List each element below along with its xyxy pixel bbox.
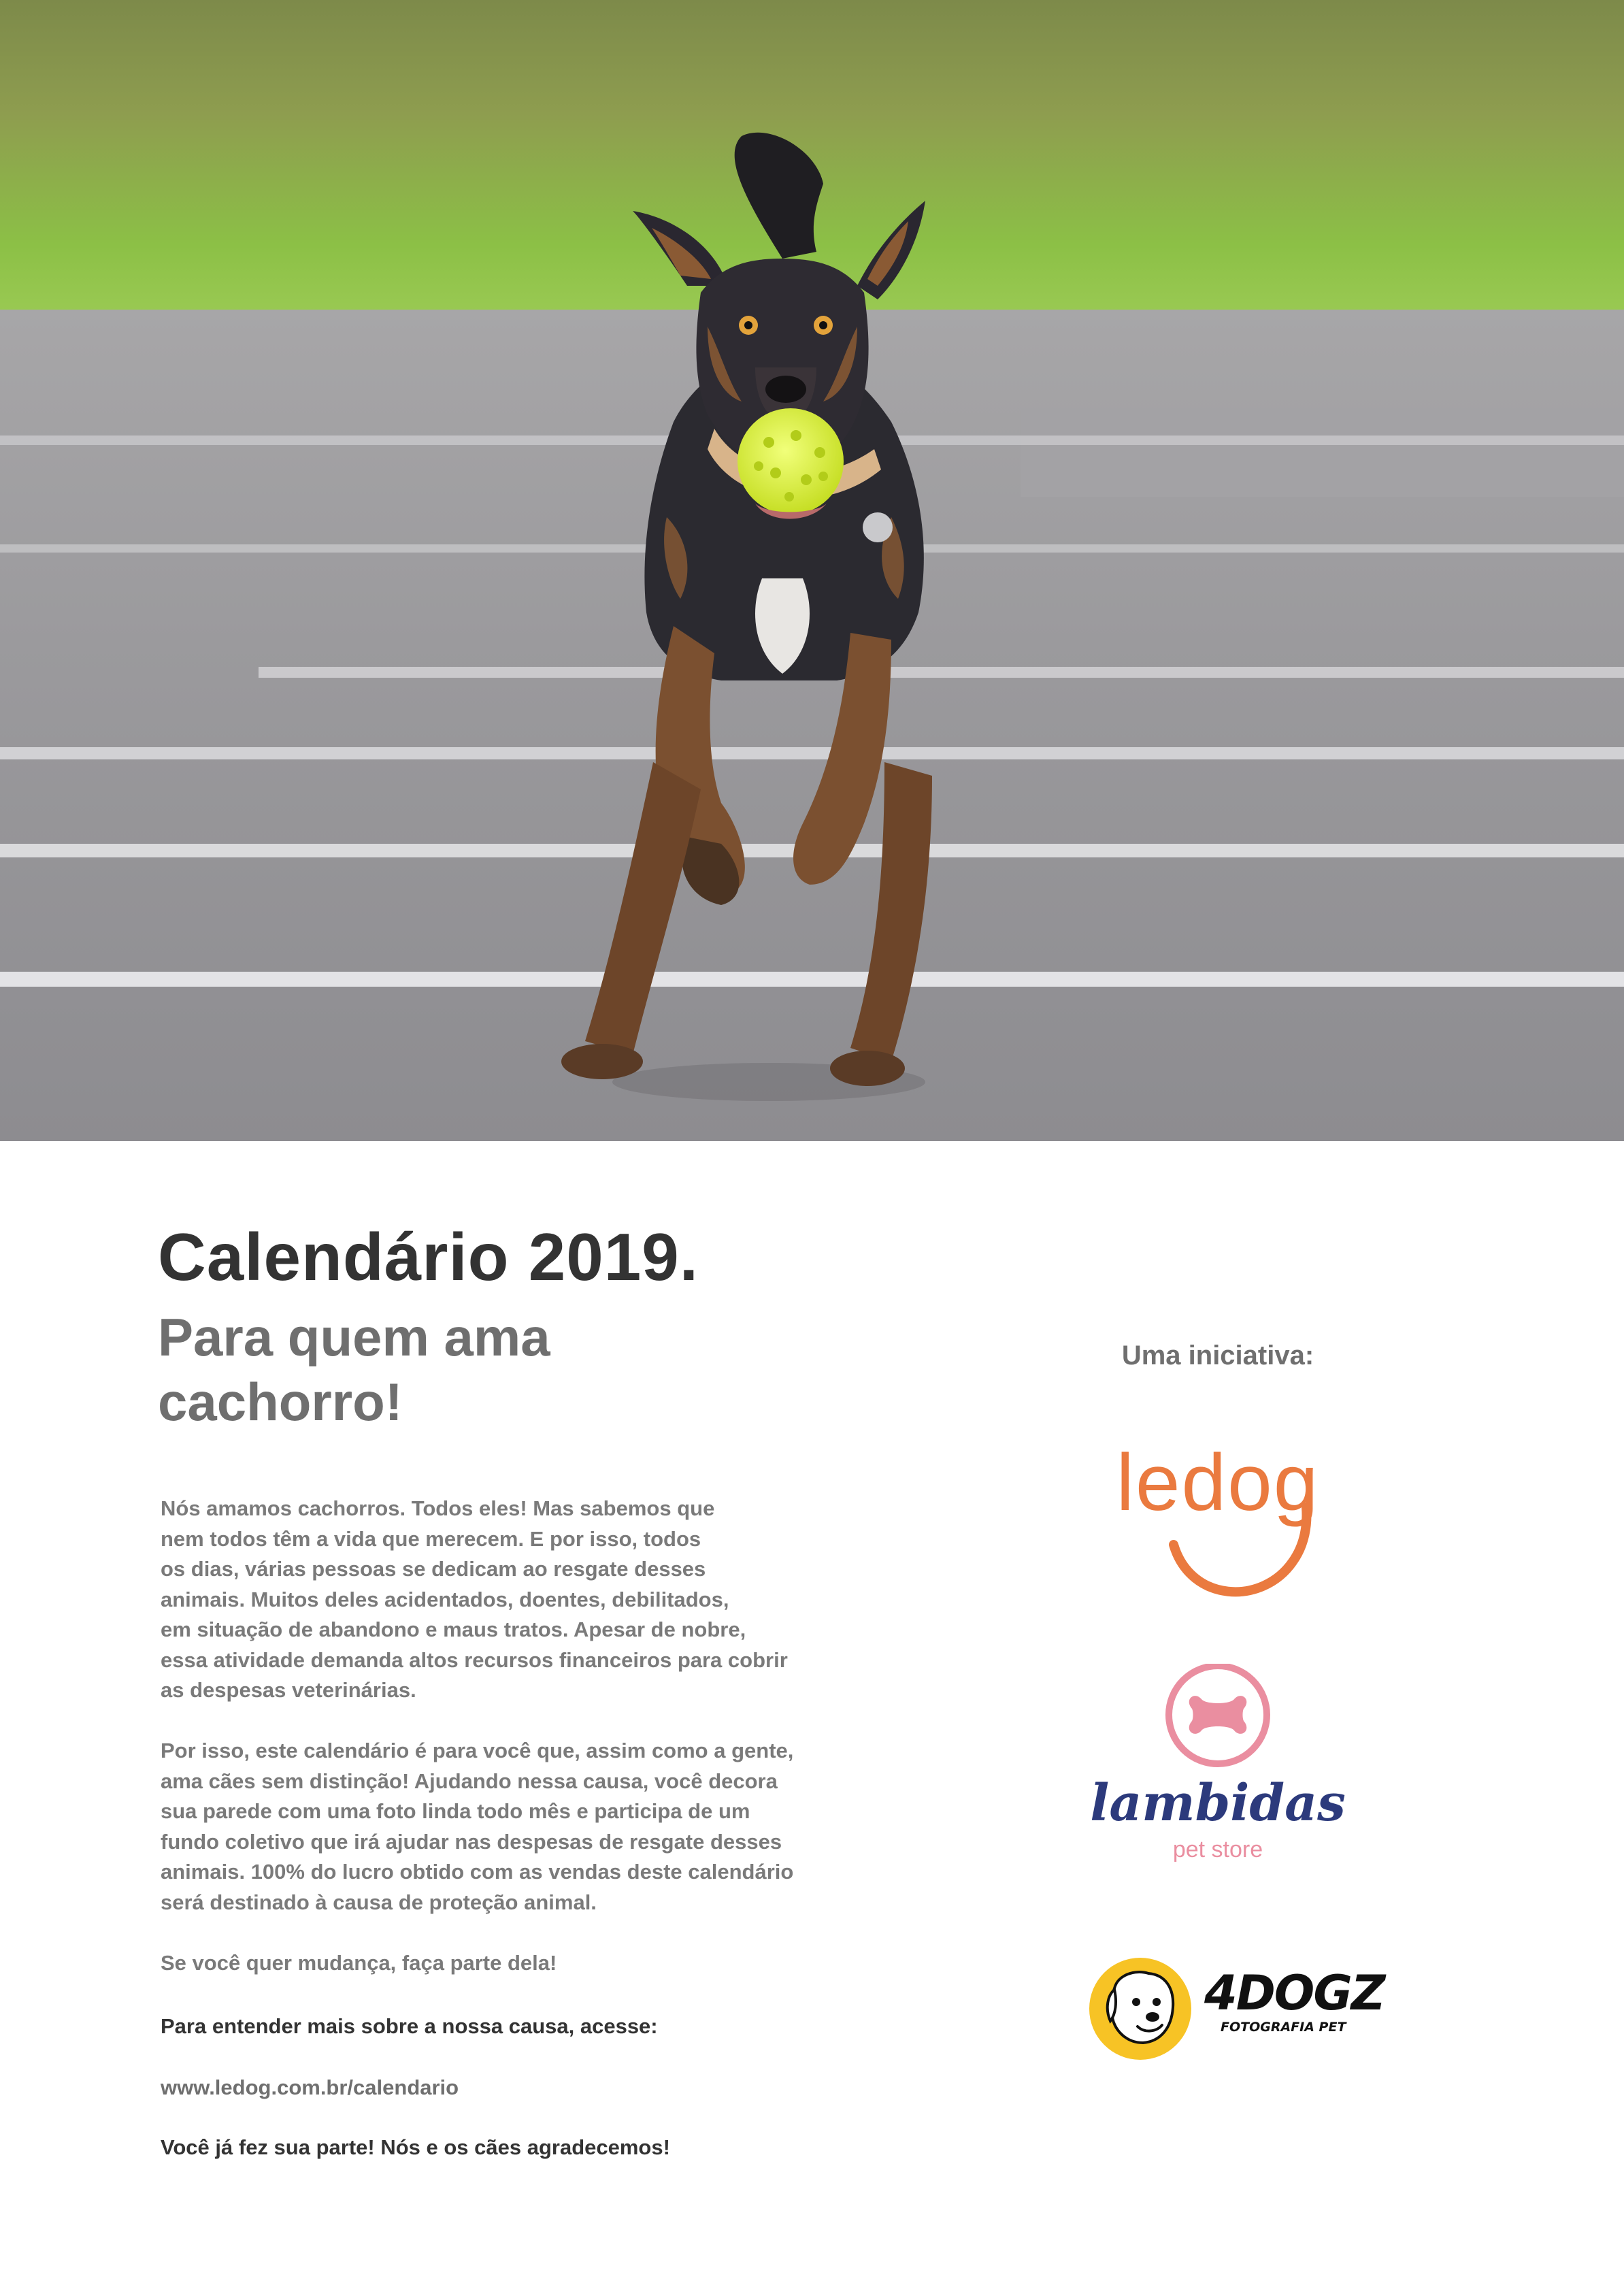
fourdogz-wordmark: 4DOGZ bbox=[1204, 1965, 1385, 2021]
dog-photo-illustration bbox=[0, 0, 1624, 1141]
paragraph-1-line: em situação de abandono e maus tratos. Apesar de nobre, bbox=[161, 1617, 746, 1641]
smile-icon bbox=[1089, 1438, 1347, 1620]
bone-icon bbox=[1082, 1664, 1354, 1779]
fourdogz-logo bbox=[1087, 1954, 1385, 2063]
ledog-wordmark: ledog bbox=[1116, 1438, 1320, 1528]
paragraph-3: Se você quer mudança, faça parte dela! bbox=[161, 1950, 557, 1975]
paragraph-2-line: será destinado à causa de proteção animal. bbox=[161, 1890, 597, 1914]
initiative-label: Uma iniciativa: bbox=[1121, 1341, 1314, 1370]
closing-text: Você já fez sua parte! Nós e os cães agradecemos! bbox=[161, 2135, 670, 2159]
paragraph-1 bbox=[161, 1494, 868, 1706]
paragraph-2-line: ama cães sem distinção! Ajudando nessa causa, você decora bbox=[161, 1769, 778, 1793]
paragraph-2-line: animais. 100% do lucro obtido com as vendas deste calendário bbox=[161, 1860, 794, 1884]
paragraph-1-line: os dias, várias pessoas se dedicam ao resgate desses bbox=[161, 1557, 706, 1581]
paragraph-1-line: Nós amamos cachorros. Todos eles! Mas sabemos que bbox=[161, 1496, 715, 1520]
paragraph-2-line: fundo coletivo que irá ajudar nas despesas de resgate desses bbox=[161, 1829, 782, 1854]
fourdogz-tagline: FOTOGRAFIA PET bbox=[1221, 2020, 1346, 2035]
subtitle-line-2: cachorro! bbox=[158, 1372, 403, 1432]
paragraph-1-line: nem todos têm a vida que merecem. E por isso, todos bbox=[161, 1526, 701, 1551]
paragraph-2 bbox=[161, 1736, 868, 1918]
lambidas-logo bbox=[1082, 1664, 1354, 1868]
paragraph-2-line: sua parede com uma foto linda todo mês e participa de um bbox=[161, 1799, 750, 1823]
paragraph-1-line: essa atividade demanda altos recursos financeiros para cobrir bbox=[161, 1647, 788, 1672]
lambidas-tagline: pet store bbox=[1172, 1837, 1263, 1862]
paragraph-1-line: animais. Muitos deles acidentados, doentes, debilitados, bbox=[161, 1587, 729, 1611]
cta-text: Para entender mais sobre a nossa causa, acesse: bbox=[161, 2014, 658, 2038]
calendar-url-link[interactable]: www.ledog.com.br/calendario bbox=[161, 2075, 459, 2099]
dog-face-icon bbox=[1087, 1954, 1196, 2063]
page-subtitle bbox=[158, 1305, 770, 1434]
paragraph-2-line: Por isso, este calendário é para você que, assim como a gente, bbox=[161, 1739, 794, 1762]
ledog-logo bbox=[1089, 1438, 1347, 1620]
subtitle-line-1: Para quem ama bbox=[158, 1307, 550, 1367]
lambidas-wordmark: lambidas bbox=[1090, 1774, 1346, 1833]
body-text bbox=[161, 1494, 868, 2009]
page-title: Calendário 2019. bbox=[158, 1219, 699, 1294]
paragraph-1-line: as despesas veterinárias. bbox=[161, 1678, 416, 1702]
hero-photo bbox=[0, 0, 1624, 1141]
